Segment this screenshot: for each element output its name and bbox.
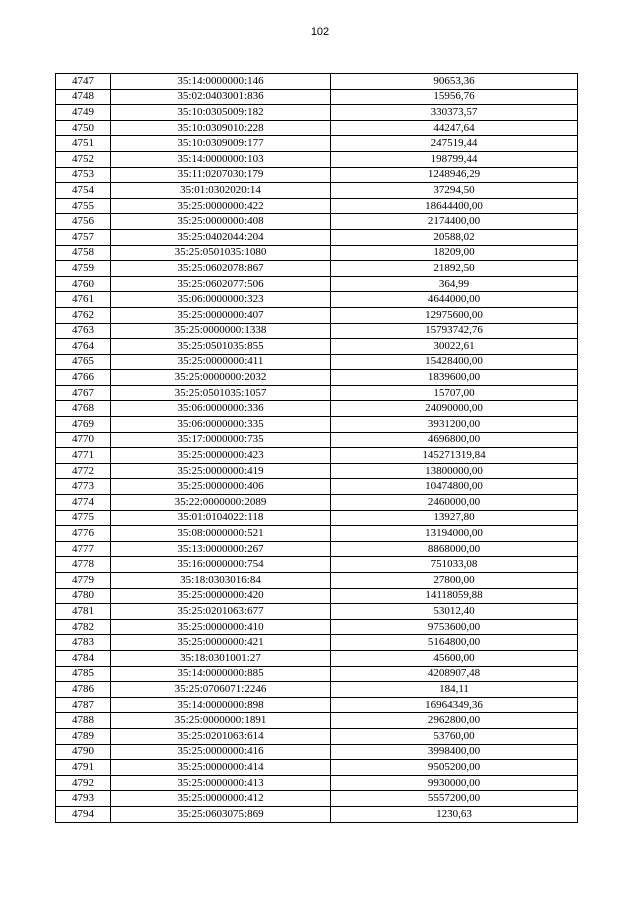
cadastral-number-cell: 35:25:0000000:406 — [111, 479, 331, 495]
cadastral-number-cell: 35:16:0000000:754 — [111, 557, 331, 573]
table-row — [56, 682, 578, 698]
value-cell: 20588,02 — [331, 229, 578, 245]
row-number-cell: 4753 — [56, 167, 111, 183]
table-row — [56, 557, 578, 573]
row-number-cell: 4789 — [56, 728, 111, 744]
row-number-cell: 4749 — [56, 105, 111, 121]
value-cell: 16964349,36 — [331, 697, 578, 713]
table-row — [56, 417, 578, 433]
cadastral-number-cell: 35:10:0309010:228 — [111, 120, 331, 136]
row-number-cell: 4747 — [56, 74, 111, 90]
row-number-cell: 4774 — [56, 495, 111, 511]
value-cell: 2962800,00 — [331, 713, 578, 729]
value-cell: 15793742,76 — [331, 323, 578, 339]
page-number: 102 — [310, 26, 330, 38]
value-cell: 8868000,00 — [331, 541, 578, 557]
row-number-cell: 4764 — [56, 339, 111, 355]
table-row — [56, 619, 578, 635]
table-row — [56, 635, 578, 651]
value-cell: 15428400,00 — [331, 354, 578, 370]
table-row — [56, 74, 578, 90]
row-number-cell: 4780 — [56, 588, 111, 604]
row-number-cell: 4776 — [56, 526, 111, 542]
value-cell: 53012,40 — [331, 604, 578, 620]
table-row — [56, 588, 578, 604]
cadastral-number-cell: 35:25:0000000:416 — [111, 744, 331, 760]
value-cell: 14118059,88 — [331, 588, 578, 604]
value-cell: 18644400,00 — [331, 198, 578, 214]
cadastral-number-cell: 35:25:0602077:506 — [111, 276, 331, 292]
table-row — [56, 167, 578, 183]
row-number-cell: 4756 — [56, 214, 111, 230]
cadastral-number-cell: 35:25:0000000:420 — [111, 588, 331, 604]
row-number-cell: 4767 — [56, 385, 111, 401]
cadastral-number-cell: 35:14:0000000:146 — [111, 74, 331, 90]
table-row — [56, 791, 578, 807]
row-number-cell: 4752 — [56, 151, 111, 167]
cadastral-number-cell: 35:25:0000000:2032 — [111, 370, 331, 386]
table-row — [56, 214, 578, 230]
value-cell: 27800,00 — [331, 573, 578, 589]
cadastral-number-cell: 35:14:0000000:898 — [111, 697, 331, 713]
cadastral-number-cell: 35:25:0000000:1338 — [111, 323, 331, 339]
cadastral-number-cell: 35:25:0000000:414 — [111, 760, 331, 776]
row-number-cell: 4785 — [56, 666, 111, 682]
value-cell: 3998400,00 — [331, 744, 578, 760]
cadastral-number-cell: 35:01:0104022:118 — [111, 510, 331, 526]
row-number-cell: 4772 — [56, 463, 111, 479]
value-cell: 30022,61 — [331, 339, 578, 355]
row-number-cell: 4769 — [56, 417, 111, 433]
table-row — [56, 448, 578, 464]
cadastral-number-cell: 35:25:0000000:422 — [111, 198, 331, 214]
table-row — [56, 666, 578, 682]
table-row — [56, 432, 578, 448]
row-number-cell: 4763 — [56, 323, 111, 339]
row-number-cell: 4757 — [56, 229, 111, 245]
table-row — [56, 760, 578, 776]
row-number-cell: 4792 — [56, 775, 111, 791]
cadastral-number-cell: 35:25:0000000:408 — [111, 214, 331, 230]
cadastral-number-cell: 35:25:0000000:1891 — [111, 713, 331, 729]
row-number-cell: 4784 — [56, 650, 111, 666]
row-number-cell: 4748 — [56, 89, 111, 105]
cadastral-number-cell: 35:25:0000000:407 — [111, 307, 331, 323]
value-cell: 45600,00 — [331, 650, 578, 666]
value-cell: 751033,08 — [331, 557, 578, 573]
cadastral-number-cell: 35:25:0201063:677 — [111, 604, 331, 620]
table-row — [56, 541, 578, 557]
row-number-cell: 4782 — [56, 619, 111, 635]
cadastral-value-table — [55, 73, 578, 823]
cadastral-number-cell: 35:25:0000000:413 — [111, 775, 331, 791]
value-cell: 53760,00 — [331, 728, 578, 744]
value-cell: 4208907,48 — [331, 666, 578, 682]
value-cell: 9930000,00 — [331, 775, 578, 791]
table-row — [56, 89, 578, 105]
row-number-cell: 4760 — [56, 276, 111, 292]
row-number-cell: 4786 — [56, 682, 111, 698]
row-number-cell: 4791 — [56, 760, 111, 776]
value-cell: 44247,64 — [331, 120, 578, 136]
table-row — [56, 151, 578, 167]
row-number-cell: 4775 — [56, 510, 111, 526]
table-row — [56, 728, 578, 744]
row-number-cell: 4781 — [56, 604, 111, 620]
cadastral-number-cell: 35:18:0303016:84 — [111, 573, 331, 589]
table-body — [56, 74, 578, 823]
cadastral-number-cell: 35:25:0602078:867 — [111, 261, 331, 277]
row-number-cell: 4754 — [56, 183, 111, 199]
table-row — [56, 229, 578, 245]
table-row — [56, 307, 578, 323]
table-row — [56, 510, 578, 526]
cadastral-number-cell: 35:25:0000000:423 — [111, 448, 331, 464]
row-number-cell: 4766 — [56, 370, 111, 386]
table-row — [56, 183, 578, 199]
table-row — [56, 401, 578, 417]
cadastral-number-cell: 35:25:0000000:421 — [111, 635, 331, 651]
cadastral-number-cell: 35:25:0402044:204 — [111, 229, 331, 245]
table-row — [56, 650, 578, 666]
value-cell: 4644000,00 — [331, 292, 578, 308]
row-number-cell: 4773 — [56, 479, 111, 495]
value-cell: 90653,36 — [331, 74, 578, 90]
table-row — [56, 495, 578, 511]
value-cell: 330373,57 — [331, 105, 578, 121]
value-cell: 4696800,00 — [331, 432, 578, 448]
cadastral-number-cell: 35:25:0706071:2246 — [111, 682, 331, 698]
table-row — [56, 261, 578, 277]
row-number-cell: 4788 — [56, 713, 111, 729]
table-row — [56, 463, 578, 479]
table-row — [56, 604, 578, 620]
cadastral-number-cell: 35:10:0305009:182 — [111, 105, 331, 121]
table-row — [56, 136, 578, 152]
value-cell: 37294,50 — [331, 183, 578, 199]
row-number-cell: 4779 — [56, 573, 111, 589]
value-cell: 5164800,00 — [331, 635, 578, 651]
value-cell: 2174400,00 — [331, 214, 578, 230]
cadastral-number-cell: 35:02:0403001:836 — [111, 89, 331, 105]
cadastral-number-cell: 35:25:0000000:419 — [111, 463, 331, 479]
cadastral-number-cell: 35:18:0301001:27 — [111, 650, 331, 666]
row-number-cell: 4761 — [56, 292, 111, 308]
row-number-cell: 4787 — [56, 697, 111, 713]
cadastral-number-cell: 35:06:0000000:335 — [111, 417, 331, 433]
cadastral-number-cell: 35:10:0309009:177 — [111, 136, 331, 152]
value-cell: 15956,76 — [331, 89, 578, 105]
table-row — [56, 354, 578, 370]
value-cell: 1839600,00 — [331, 370, 578, 386]
row-number-cell: 4755 — [56, 198, 111, 214]
value-cell: 5557200,00 — [331, 791, 578, 807]
row-number-cell: 4794 — [56, 806, 111, 822]
cadastral-number-cell: 35:17:0000000:735 — [111, 432, 331, 448]
cadastral-number-cell: 35:08:0000000:521 — [111, 526, 331, 542]
table-row — [56, 276, 578, 292]
value-cell: 198799,44 — [331, 151, 578, 167]
cadastral-number-cell: 35:25:0000000:412 — [111, 791, 331, 807]
row-number-cell: 4765 — [56, 354, 111, 370]
table-row — [56, 292, 578, 308]
value-cell: 184,11 — [331, 682, 578, 698]
value-cell: 24090000,00 — [331, 401, 578, 417]
table-row — [56, 370, 578, 386]
cadastral-number-cell: 35:25:0000000:410 — [111, 619, 331, 635]
table-row — [56, 245, 578, 261]
cadastral-number-cell: 35:25:0000000:411 — [111, 354, 331, 370]
value-cell: 1248946,29 — [331, 167, 578, 183]
cadastral-number-cell: 35:06:0000000:323 — [111, 292, 331, 308]
table-row — [56, 105, 578, 121]
cadastral-number-cell: 35:25:0201063:614 — [111, 728, 331, 744]
row-number-cell: 4778 — [56, 557, 111, 573]
table-row — [56, 573, 578, 589]
value-cell: 247519,44 — [331, 136, 578, 152]
value-cell: 13800000,00 — [331, 463, 578, 479]
cadastral-number-cell: 35:22:0000000:2089 — [111, 495, 331, 511]
table-row — [56, 323, 578, 339]
table-row — [56, 526, 578, 542]
value-cell: 9505200,00 — [331, 760, 578, 776]
table-row — [56, 198, 578, 214]
table-row — [56, 775, 578, 791]
value-cell: 364,99 — [331, 276, 578, 292]
cadastral-number-cell: 35:25:0501035:855 — [111, 339, 331, 355]
value-cell: 15707,00 — [331, 385, 578, 401]
value-cell: 12975600,00 — [331, 307, 578, 323]
table-row — [56, 479, 578, 495]
row-number-cell: 4762 — [56, 307, 111, 323]
cadastral-number-cell: 35:25:0501035:1080 — [111, 245, 331, 261]
table-row — [56, 744, 578, 760]
cadastral-number-cell: 35:25:0603075:869 — [111, 806, 331, 822]
value-cell: 18209,00 — [331, 245, 578, 261]
value-cell: 145271319,84 — [331, 448, 578, 464]
value-cell: 3931200,00 — [331, 417, 578, 433]
cadastral-number-cell: 35:14:0000000:103 — [111, 151, 331, 167]
value-cell: 1230,63 — [331, 806, 578, 822]
row-number-cell: 4750 — [56, 120, 111, 136]
row-number-cell: 4777 — [56, 541, 111, 557]
row-number-cell: 4793 — [56, 791, 111, 807]
row-number-cell: 4751 — [56, 136, 111, 152]
row-number-cell: 4758 — [56, 245, 111, 261]
value-cell: 13927,80 — [331, 510, 578, 526]
row-number-cell: 4770 — [56, 432, 111, 448]
cadastral-number-cell: 35:01:0302020:14 — [111, 183, 331, 199]
cadastral-number-cell: 35:13:0000000:267 — [111, 541, 331, 557]
row-number-cell: 4783 — [56, 635, 111, 651]
table-row — [56, 339, 578, 355]
table-row — [56, 713, 578, 729]
row-number-cell: 4768 — [56, 401, 111, 417]
value-cell: 21892,50 — [331, 261, 578, 277]
row-number-cell: 4790 — [56, 744, 111, 760]
cadastral-number-cell: 35:25:0501035:1057 — [111, 385, 331, 401]
table-row — [56, 120, 578, 136]
table-row — [56, 385, 578, 401]
table-row — [56, 697, 578, 713]
row-number-cell: 4759 — [56, 261, 111, 277]
cadastral-number-cell: 35:11:0207030:179 — [111, 167, 331, 183]
value-cell: 10474800,00 — [331, 479, 578, 495]
cadastral-number-cell: 35:14:0000000:885 — [111, 666, 331, 682]
value-cell: 2460000,00 — [331, 495, 578, 511]
cadastral-number-cell: 35:06:0000000:336 — [111, 401, 331, 417]
row-number-cell: 4771 — [56, 448, 111, 464]
table-row — [56, 806, 578, 822]
value-cell: 9753600,00 — [331, 619, 578, 635]
value-cell: 13194000,00 — [331, 526, 578, 542]
